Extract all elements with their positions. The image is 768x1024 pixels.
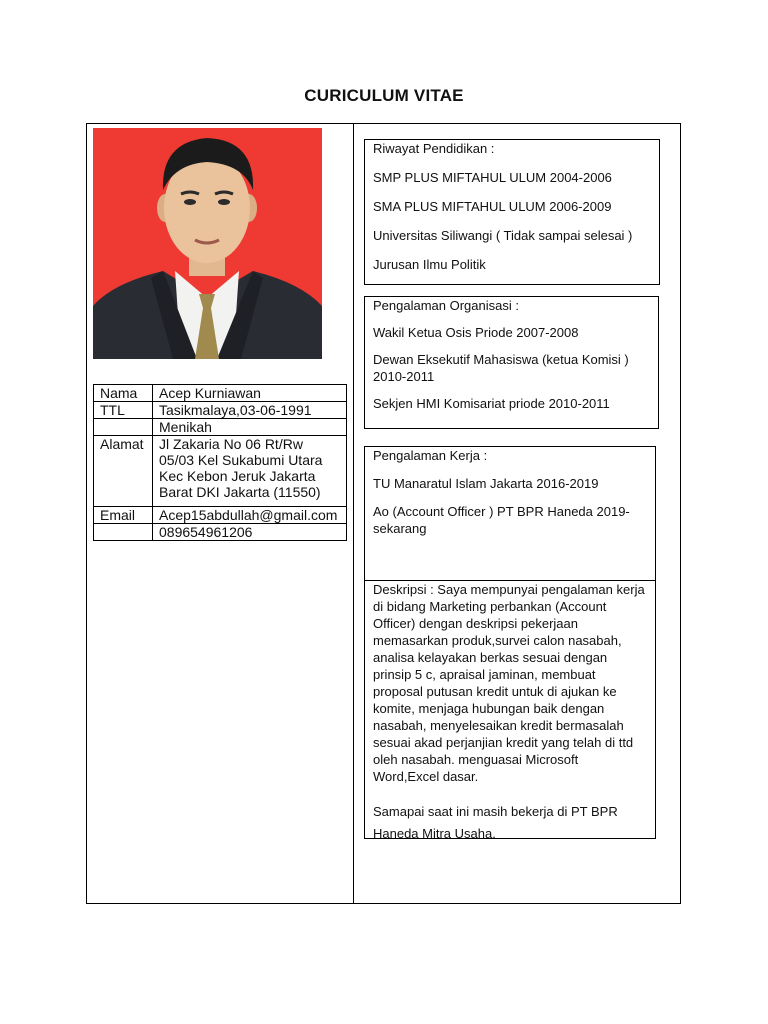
table-row bbox=[94, 524, 347, 541]
pendidikan-item: Universitas Siliwangi ( Tidak sampai selesai ) bbox=[373, 228, 633, 243]
phone-value: 089654961206 bbox=[153, 524, 347, 541]
pendidikan-heading: Riwayat Pendidikan : bbox=[373, 141, 495, 156]
organisasi-heading: Pengalaman Organisasi : bbox=[373, 298, 519, 313]
phone-label bbox=[94, 524, 153, 541]
column-divider bbox=[353, 123, 354, 904]
ttl-label: TTL bbox=[94, 402, 153, 419]
pendidikan-item: SMP PLUS MIFTAHUL ULUM 2004-2006 bbox=[373, 170, 612, 185]
organisasi-item: Dewan Eksekutif Mahasiswa (ketua Komisi ) 2010-2011 bbox=[373, 352, 629, 384]
organisasi-box bbox=[364, 296, 659, 429]
kerja-item: Ao (Account Officer ) PT BPR Haneda 2019-sekarang bbox=[373, 504, 630, 536]
kerja-heading: Pengalaman Kerja : bbox=[373, 448, 488, 463]
pendidikan-item: SMA PLUS MIFTAHUL ULUM 2006-2009 bbox=[373, 199, 612, 214]
ttl-value: Tasikmalaya,03-06-1991 bbox=[153, 402, 347, 419]
email-value: Acep15abdullah@gmail.com bbox=[153, 507, 347, 524]
table-row bbox=[94, 436, 347, 507]
organisasi-item: Sekjen HMI Komisariat priode 2010-2011 bbox=[373, 396, 610, 411]
organisasi-item: Wakil Ketua Osis Priode 2007-2008 bbox=[373, 325, 579, 340]
table-row bbox=[94, 385, 347, 402]
kerja-item: TU Manaratul Islam Jakarta 2016-2019 bbox=[373, 476, 599, 491]
table-row bbox=[94, 507, 347, 524]
alamat-label: Alamat bbox=[94, 436, 153, 507]
email-label: Email bbox=[94, 507, 153, 524]
portrait-illustration bbox=[93, 128, 322, 359]
portrait-photo bbox=[93, 128, 322, 359]
pendidikan-item: Jurusan Ilmu Politik bbox=[373, 257, 486, 272]
status-label bbox=[94, 419, 153, 436]
status-value: Menikah bbox=[153, 419, 347, 436]
page-title: CURICULUM VITAE bbox=[304, 86, 464, 105]
nama-label: Nama bbox=[94, 385, 153, 402]
table-row bbox=[94, 402, 347, 419]
table-row bbox=[94, 419, 347, 436]
kerja-deskripsi: Deskripsi : Saya mempunyai pengalaman kerja di bidang Marketing perbankan (Account Officer) dengan deskripsi pekerjaan memasarkan produk,survei calon nasabah, analisa kelayakan berkas sesuai dengan prinsip 5 c, apraisal jaminan, membuat proposal putusan kredit untuk di ajukan ke komite, menjaga hubungan baik dengan nasabah, menyelesaikan kredit bermasalah sesuai akad perjanjian kredit yang telah di ttd oleh nasabah. menguasai Microsoft Word,Excel dasar. bbox=[373, 582, 645, 784]
alamat-value: Jl Zakaria No 06 Rt/Rw 05/03 Kel Sukabumi Utara Kec Kebon Jeruk Jakarta Barat DKI Jakarta (11550) bbox=[153, 436, 347, 507]
kerja-penutup: Samapai saat ini masih bekerja di PT BPR Haneda Mitra Usaha. bbox=[373, 804, 618, 841]
kerja-box bbox=[364, 446, 656, 839]
pendidikan-box bbox=[364, 139, 660, 285]
personal-info-table bbox=[93, 384, 347, 541]
nama-value: Acep Kurniawan bbox=[153, 385, 347, 402]
